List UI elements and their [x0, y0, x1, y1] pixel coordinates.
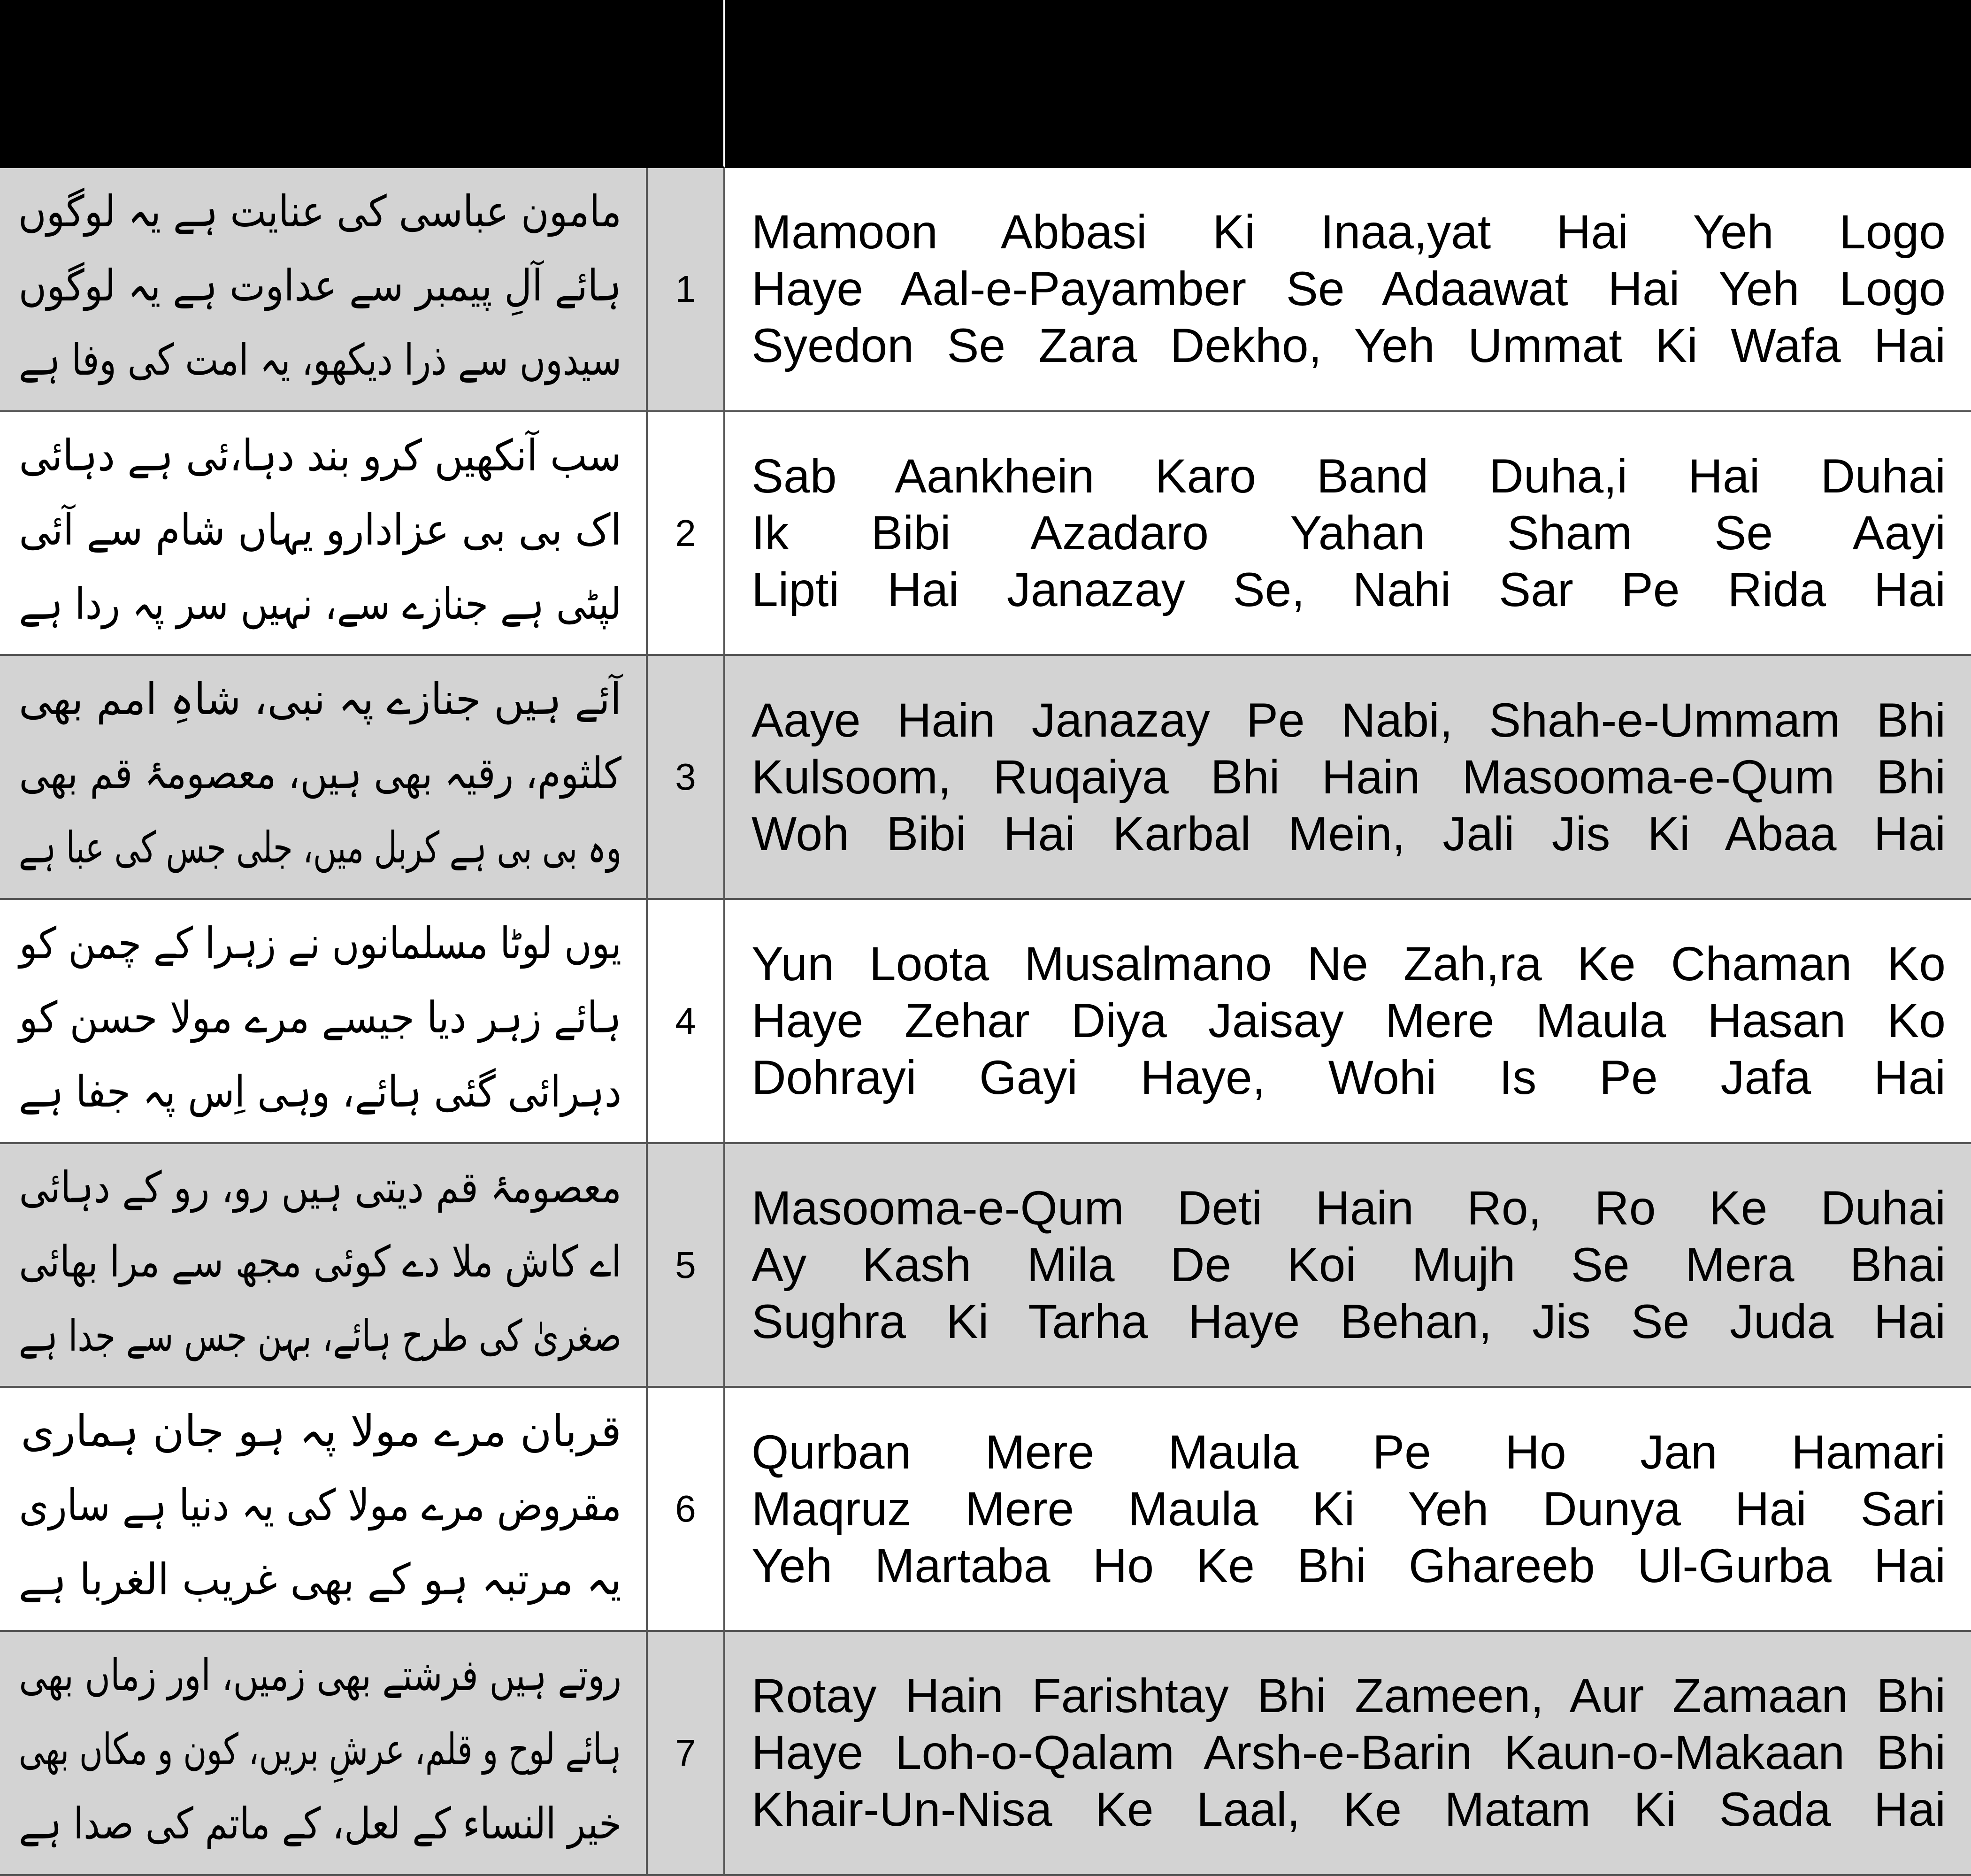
- english-line: Maqruz Mere Maula Ki Yeh Dunya Hai Sari: [752, 1482, 1946, 1536]
- urdu-line: دہرائی گئی ہائے، وہی اِس پہ جفا ہے: [18, 1067, 622, 1117]
- stanza-4-english: [725, 900, 1971, 1144]
- stanza-6-urdu: [0, 1388, 648, 1632]
- english-line: Haye Zehar Diya Jaisay Mere Maula Hasan Ko: [752, 994, 1946, 1048]
- stanza-5-number: 5: [648, 1144, 725, 1388]
- urdu-line: مامون عباسی کی عنایت ہے یہ لوگوں: [18, 186, 621, 237]
- english-line: Kulsoom, Ruqaiya Bhi Hain Masooma-e-Qum Bhi: [752, 750, 1946, 804]
- stanza-6-number: 6: [648, 1388, 725, 1632]
- urdu-line: اے کاش ملا دے کوئی مجھ سے مرا بھائی: [19, 1236, 621, 1287]
- english-line: Aaye Hain Janazay Pe Nabi, Shah-e-Ummam Bhi: [752, 693, 1946, 747]
- urdu-line: معصومۂ قم دیتی ہیں رو، رو کے دہائی: [19, 1162, 621, 1213]
- urdu-line: آئے ہیں جنازے پہ نبی، شاہِ امم بھی: [19, 674, 621, 725]
- stanza-4-urdu: [0, 900, 648, 1144]
- english-line: Ik Bibi Azadaro Yahan Sham Se Aayi: [752, 506, 1946, 560]
- urdu-line: ہائے آلِ پیمبر سے عداوت ہے یہ لوگوں: [18, 261, 621, 311]
- stanza-7-number: 7: [648, 1632, 725, 1876]
- english-line: Haye Loh-o-Qalam Arsh-e-Barin Kaun-o-Makaan Bhi: [752, 1726, 1946, 1780]
- urdu-line: صغریٰ کی طرح ہائے، بہن جس سے جدا ہے: [19, 1310, 621, 1361]
- english-line: Woh Bibi Hai Karbal Mein, Jali Jis Ki Abaa Hai: [752, 807, 1946, 861]
- english-line: Sughra Ki Tarha Haye Behan, Jis Se Juda Hai: [752, 1295, 1946, 1349]
- urdu-line: یہ مرتبہ ہو کے بھی غریب الغربا ہے: [18, 1554, 622, 1605]
- english-line: Mazloom Be Watan Ye Mera Maula Raza Hai: [752, 28, 1946, 81]
- english-line: Lipti Hai Janazay Se, Nahi Sar Pe Rida Hai: [752, 563, 1946, 617]
- stanza-7-english: [725, 1632, 1971, 1876]
- english-line: Sab Aankhein Karo Band Duha,i Hai Duhai: [752, 449, 1946, 503]
- urdu-line: ہائے زہر دیا جیسے مرے مولا حسن کو: [19, 992, 621, 1043]
- header-urdu: [0, 0, 648, 168]
- english-line: Syedon Se Zara Dekho, Yeh Ummat Ki Wafa Hai: [752, 319, 1946, 373]
- stanza-7-urdu: [0, 1632, 648, 1876]
- header-number-cell: [648, 0, 725, 168]
- english-line: Khair-Un-Nisa Ke Laal, Ke Matam Ki Sada Hai: [752, 1783, 1946, 1837]
- urdu-line: لپٹی ہے جنازے سے، نہیں سر پہ ردا ہے: [19, 578, 621, 629]
- urdu-line: وہ بی بی ہے کربل میں، جلی جس کی عبا ہے: [19, 823, 621, 873]
- stanza-2-number: 2: [648, 412, 725, 656]
- english-line: Masooma-e-Qum Deti Hain Ro, Ro Ke Duhai: [752, 1181, 1946, 1235]
- urdu-line: روتے ہیں فرشتے بھی زمیں، اور زماں بھی: [19, 1650, 622, 1701]
- english-line: Mamoon Abbasi Ki Inaa,yat Hai Yeh Logo: [752, 205, 1946, 259]
- stanza-4-number: 4: [648, 900, 725, 1144]
- urdu-line: ہائے جسکو زہر لوگوں مسلماں نے دیا ہے: [18, 92, 621, 143]
- english-line: Dohrayi Gayi Haye, Wohi Is Pe Jafa Hai: [752, 1051, 1946, 1105]
- stanza-1-english: [725, 168, 1971, 412]
- stanza-2-english: [725, 412, 1971, 656]
- stanza-5-urdu: [0, 1144, 648, 1388]
- urdu-line: قربان مرے مولا پہ ہو جان ہماری: [21, 1406, 621, 1457]
- urdu-line: یوں لوٹا مسلمانوں نے زہرا کے چمن کو: [19, 918, 621, 969]
- english-line: Qurban Mere Maula Pe Ho Jan Hamari: [752, 1425, 1946, 1479]
- english-line: Haye Aal-e-Payamber Se Adaawat Hai Yeh Logo: [752, 262, 1946, 316]
- english-line: Rotay Hain Farishtay Bhi Zameen, Aur Zamaan Bhi: [752, 1669, 1946, 1723]
- stanza-1-urdu: [0, 168, 648, 412]
- urdu-line: ہائے لوح و قلم، عرشِ بریں، کون و مکاں بھی: [19, 1724, 622, 1775]
- urdu-line: اک بی بی عزادارو یہاں شام سے آئی: [19, 504, 622, 555]
- stanza-1-number: 1: [648, 168, 725, 412]
- stanza-3-urdu: [0, 656, 648, 900]
- urdu-line: کلثوم، رقیہ بھی ہیں، معصومۂ قم بھی: [19, 748, 622, 799]
- english-line: Haye Jisko Zehar Logon Musalmaan ne Diya Hai: [752, 85, 1946, 138]
- urdu-line: مظلوم بے وطن یہ مرا مولا رضا ہے: [19, 18, 622, 69]
- stanza-3-number: 3: [648, 656, 725, 900]
- english-line: Yun Loota Musalmano Ne Zah,ra Ke Chaman Ko: [752, 937, 1946, 991]
- stanza-6-english: [725, 1388, 1971, 1632]
- stanza-3-english: [725, 656, 1971, 900]
- urdu-line: سب آنکھیں کرو بند دہا،ئی ہے دہائی: [19, 430, 621, 481]
- english-line: Ay Kash Mila De Koi Mujh Se Mera Bhai: [752, 1238, 1946, 1292]
- stanza-2-urdu: [0, 412, 648, 656]
- urdu-line: خیر النساء کے لعل، کے ماتم کی صدا ہے: [19, 1799, 621, 1849]
- header-english: [725, 0, 1971, 168]
- english-line: Yeh Martaba Ho Ke Bhi Ghareeb Ul-Gurba Hai: [752, 1538, 1946, 1592]
- stanza-5-english: [725, 1144, 1971, 1388]
- urdu-line: سیدوں سے ذرا دیکھو، یہ امت کی وفا ہے: [19, 335, 621, 385]
- urdu-line: مقروض مرے مولا کی یہ دنیا ہے ساری: [19, 1480, 621, 1531]
